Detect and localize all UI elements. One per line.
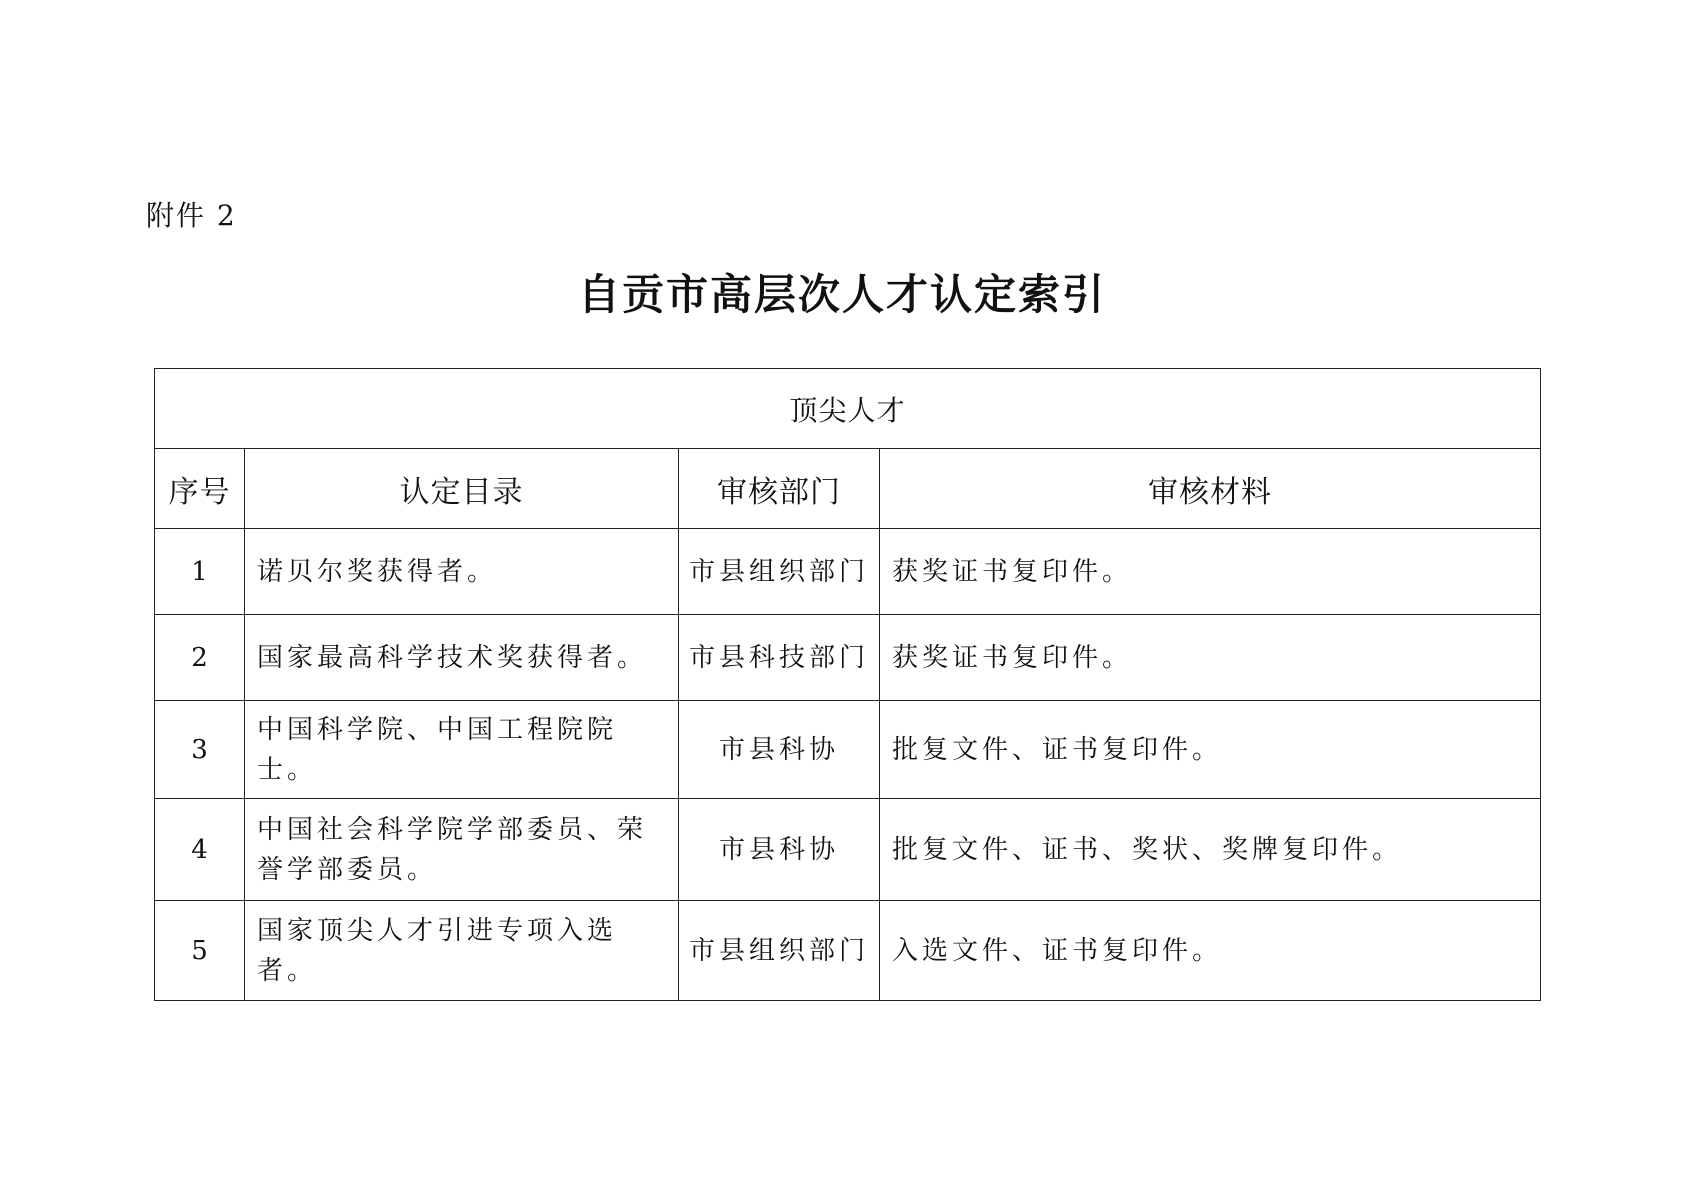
talent-index-table	[154, 368, 1541, 1001]
row-number: 3	[155, 701, 245, 799]
row-number: 1	[155, 529, 245, 615]
materials-cell: 批复文件、证书复印件。	[880, 701, 1541, 799]
table-row	[155, 529, 1541, 615]
column-header-catalog: 认定目录	[245, 449, 679, 529]
catalog-cell: 国家顶尖人才引进专项入选者。	[245, 901, 679, 1001]
section-heading: 顶尖人才	[155, 369, 1541, 449]
row-number: 2	[155, 615, 245, 701]
materials-cell: 批复文件、证书、奖状、奖牌复印件。	[880, 799, 1541, 901]
materials-cell: 获奖证书复印件。	[880, 615, 1541, 701]
department-cell: 市县组织部门	[679, 901, 880, 1001]
department-cell: 市县科技部门	[679, 615, 880, 701]
section-row	[155, 369, 1541, 449]
materials-cell: 获奖证书复印件。	[880, 529, 1541, 615]
catalog-cell: 诺贝尔奖获得者。	[245, 529, 679, 615]
page-title: 自贡市高层次人才认定索引	[577, 270, 1106, 319]
department-cell: 市县组织部门	[679, 529, 880, 615]
table-row	[155, 799, 1541, 901]
table-row	[155, 901, 1541, 1001]
row-number: 4	[155, 799, 245, 901]
table-row	[155, 615, 1541, 701]
department-cell: 市县科协	[679, 701, 880, 799]
catalog-cell: 中国科学院、中国工程院院士。	[245, 701, 679, 799]
materials-cell: 入选文件、证书复印件。	[880, 901, 1541, 1001]
catalog-cell: 中国社会科学院学部委员、荣誉学部委员。	[245, 799, 679, 901]
catalog-cell: 国家最高科学技术奖获得者。	[245, 615, 679, 701]
department-cell: 市县科协	[679, 799, 880, 901]
attachment-label: 附件 2	[146, 199, 237, 232]
column-header-no: 序号	[155, 449, 245, 529]
column-header-materials: 审核材料	[880, 449, 1541, 529]
row-number: 5	[155, 901, 245, 1001]
column-header-department: 审核部门	[679, 449, 880, 529]
table-header-row	[155, 449, 1541, 529]
table-row	[155, 701, 1541, 799]
